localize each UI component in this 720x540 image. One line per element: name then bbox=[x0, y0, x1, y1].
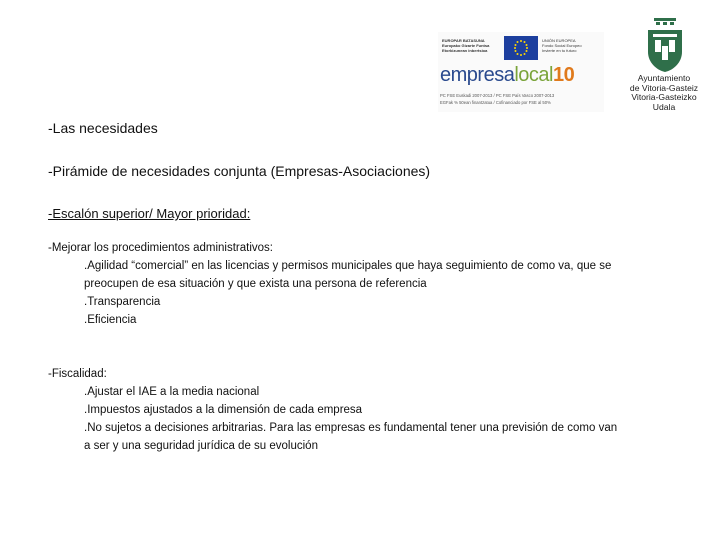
list-item: .No sujetos a decisiones arbitrarias. Para las empresas es fundamental tener una previsión de como van bbox=[84, 422, 618, 434]
list-item: .Agilidad “comercial” en las licencias y permisos municipales que haya seguimiento de como va, que se bbox=[84, 260, 612, 272]
coat-of-arms-icon bbox=[640, 16, 690, 74]
fine-print-line: EGFak % 50ean finantzatua / Cofinanciado por FSE al 50% bbox=[440, 100, 551, 105]
eu-text-line: EUROPAR BATASUNA bbox=[442, 38, 485, 43]
brand-part: local bbox=[514, 64, 553, 86]
ayuntamiento-name bbox=[620, 74, 708, 112]
section-tax-title: -Fiscalidad: bbox=[48, 368, 107, 380]
ayto-line: Udala bbox=[652, 101, 676, 112]
heading-priority: -Escalón superior/ Mayor prioridad: bbox=[48, 206, 251, 221]
list-item: .Eficiencia bbox=[84, 314, 137, 326]
brand-part: 10 bbox=[552, 64, 575, 86]
eu-text-line: Fondo Social Europeo bbox=[542, 43, 582, 48]
section-admin-title: -Mejorar los procedimientos administrativos: bbox=[48, 242, 273, 254]
ayto-line: de Vitoria-Gasteiz bbox=[629, 82, 699, 93]
list-item: .Ajustar el IAE a la media nacional bbox=[84, 386, 260, 398]
eu-text-line: Europako Gizarte Funtsa bbox=[442, 43, 490, 48]
eu-funding-banner bbox=[442, 36, 602, 62]
eu-text-line: Invierte en tu futuro bbox=[542, 48, 577, 53]
brand-part: empresa bbox=[440, 64, 515, 86]
funding-fine-print bbox=[440, 92, 602, 106]
eu-flag-icon bbox=[504, 36, 538, 60]
ayuntamiento-logo bbox=[620, 16, 708, 116]
heading-pyramid: -Pirámide de necesidades conjunta (Empresas-Asociaciones) bbox=[48, 163, 431, 179]
eu-text-line: UNIÓN EUROPEA bbox=[542, 38, 576, 43]
empresalocal-wordmark bbox=[440, 62, 602, 88]
ayto-line: Ayuntamiento bbox=[637, 73, 691, 83]
heading-needs: -Las necesidades bbox=[48, 120, 158, 136]
eu-text-line: Etorkizunean inbertsioa bbox=[442, 48, 488, 53]
empresalocal-logo bbox=[438, 32, 604, 112]
eu-text-spanish bbox=[542, 38, 602, 53]
fine-print-line: PC FSE Euskadi 2007-2013 / PC FSE País Vasco 2007-2013 bbox=[440, 93, 555, 98]
list-item: .Transparencia bbox=[84, 296, 161, 308]
eu-text-basque bbox=[442, 38, 500, 53]
list-item: preocupen de esa situación y que exista una persona de referencia bbox=[84, 278, 427, 290]
list-item: a ser y una seguridad jurídica de su evolución bbox=[84, 440, 318, 452]
ayto-line: Vitoria-Gasteizko bbox=[631, 92, 697, 102]
list-item: .Impuestos ajustados a la dimensión de cada empresa bbox=[84, 404, 363, 416]
